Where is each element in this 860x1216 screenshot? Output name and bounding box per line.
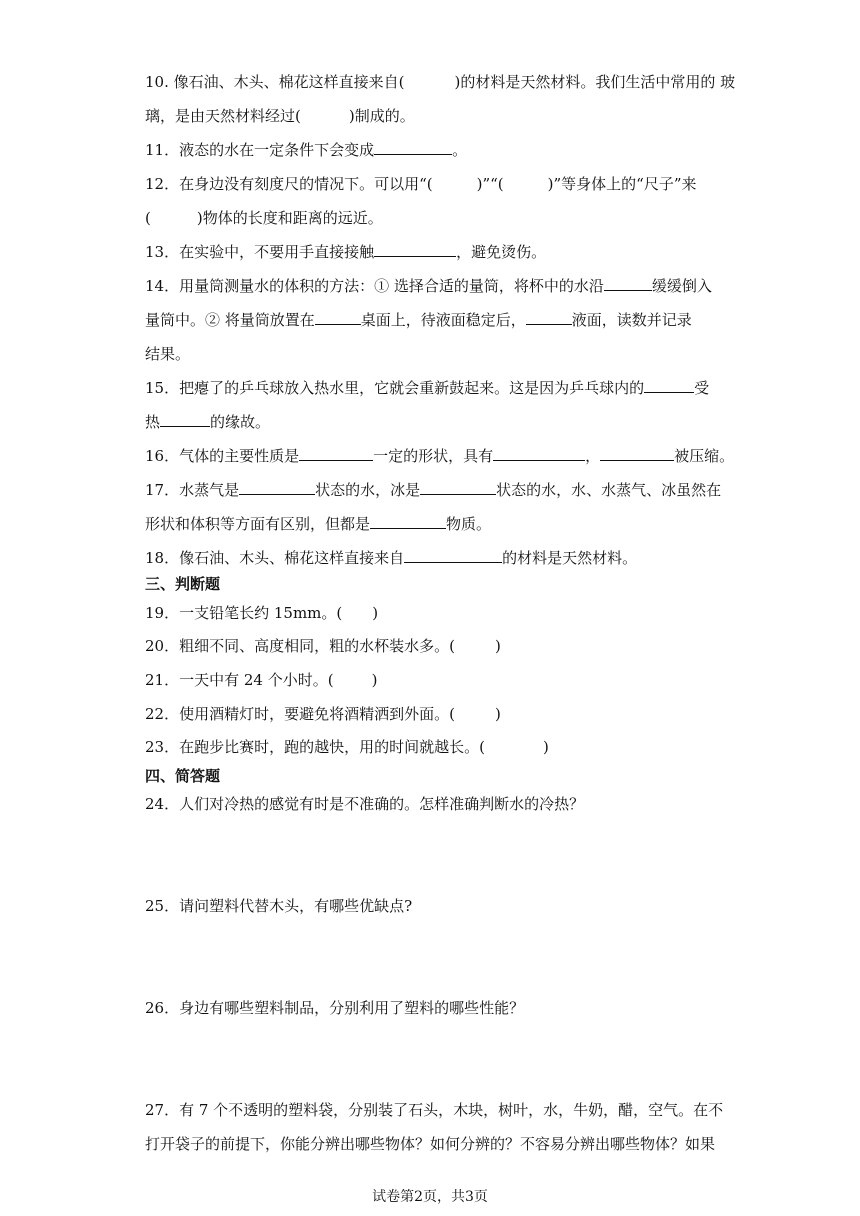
question-10-line-1 [145,72,735,92]
q16-blank-3 [600,446,674,461]
q22-text-a: 22．使用酒精灯时，要避免将酒精洒到外面。( [145,705,455,723]
q16-text-c: ， [585,447,601,465]
q20-text-b: ) [494,637,501,655]
q23-text-b: ) [542,738,549,756]
q22-text-b: ) [494,705,501,723]
question-25: 25．请问塑料代替木头，有哪些优缺点? [145,897,413,915]
q17-text-b: 状态的水，冰是 [315,481,421,499]
question-20 [145,636,501,656]
q14-text-d: 桌面上，待液面稳定后， [360,311,526,329]
q12-text-c: )”等身体上的“尺子”来 [547,175,697,193]
q19-text-b: ) [372,604,379,622]
question-17-line-1 [145,480,721,500]
q16-text-a: 16．气体的主要性质是 [145,447,300,465]
q10-text-d: )制成的。 [348,107,415,125]
q15-blank-2 [160,412,210,427]
q23-text-a: 23．在跑步比赛时，跑的越快，用的时间就越长。( [145,738,485,756]
q13-text-a: 13．在实验中，不要用手直接接触 [145,243,375,261]
question-14-line-3 [145,344,190,364]
q18-text-b: 的材料是天然材料。 [502,549,638,567]
q15-text-d: 的缘故。 [210,413,271,431]
q10-text-b: )的材料是天然材料。我们生活中常用的 玻 [454,73,736,91]
q13-text-b: ，避免烫伤。 [456,243,547,261]
question-16 [145,446,734,466]
q14-text-c: 量筒中。② 将量筒放置在 [145,311,315,329]
question-14-line-1 [145,276,712,296]
q12-text-e: )物体的长度和距离的远近。 [196,209,383,227]
q12-text-d: ( [145,209,151,227]
q11-text-b: 。 [452,141,468,159]
question-18 [145,548,637,568]
question-11 [145,140,467,160]
q14-text-e: 液面，读数并记录 [571,311,692,329]
question-12-line-1 [145,174,697,194]
q20-text-a: 20．粗细不同、高度相同，粗的水杯装水多。( [145,637,455,655]
q15-blank-1 [644,378,694,393]
q15-text-a: 15．把瘪了的乒乓球放入热水里，它就会重新鼓起来。这是因为乒乓球内的 [145,379,645,397]
q14-blank-3 [526,310,572,325]
q10-text-c: 璃，是由天然材料经过( [145,107,301,125]
q10-text-a: 10. 像石油、木头、棉花这样直接来自( [145,73,405,91]
q16-text-b: 一定的形状，具有 [373,447,494,465]
q21-text-b: ) [371,671,378,689]
q16-blank-1 [299,446,373,461]
q17-blank-1 [239,480,315,495]
q14-text-b: 缓缓倒入 [651,277,712,295]
q17-blank-2 [420,480,496,495]
q18-blank [404,548,502,563]
q17-text-e: 物质。 [446,515,492,533]
question-27-line-2: 打开袋子的前提下，你能分辨出哪些物体？如何分辨的？不容易分辨出哪些物体？如果 [145,1135,716,1153]
q17-text-a: 17．水蒸气是 [145,481,240,499]
q11-blank [374,140,452,155]
question-12-line-2 [145,208,383,228]
q12-text-b: )”“( [476,175,504,193]
q17-text-c: 状态的水，水、水蒸气、冰虽然在 [496,481,722,499]
question-10-line-2 [145,106,415,126]
question-14-line-2 [145,310,692,330]
question-17-line-2 [145,514,491,534]
q14-blank-1 [604,276,652,291]
question-21 [145,670,377,690]
question-15-line-1 [145,378,709,398]
question-23 [145,737,549,757]
q11-text-a: 11．液态的水在一定条件下会变成 [145,141,375,159]
q21-text-a: 21．一天中有 24 个小时。( [145,671,334,689]
question-13 [145,242,546,262]
q13-blank [374,242,456,257]
q16-blank-2 [493,446,585,461]
question-19 [145,603,378,623]
page-footer: 试卷第2页，共3页 [372,1189,488,1205]
q15-text-c: 热 [145,413,161,431]
q16-text-d: 被压缩。 [674,447,735,465]
section-heading-judgement: 三、判断题 [145,575,221,593]
q17-blank-3 [370,514,446,529]
q18-text-a: 18．像石油、木头、棉花这样直接来自 [145,549,405,567]
q14-text-a: 14．用量筒测量水的体积的方法：① 选择合适的量筒，将杯中的水沿 [145,277,604,295]
q12-text-a: 12．在身边没有刻度尺的情况下。可以用“( [145,175,433,193]
question-22 [145,704,501,724]
question-27-line-1: 27．有 7 个不透明的塑料袋，分别装了石头，木块，树叶，水，牛奶，醋，空气。在不 [145,1101,724,1119]
question-24: 24．人们对冷热的感觉有时是不准确的。怎样准确判断水的冷热？ [145,795,585,813]
question-26: 26．身边有哪些塑料制品，分别利用了塑料的哪些性能？ [145,999,525,1017]
q14-blank-2 [315,310,361,325]
q15-text-b: 受 [694,379,710,397]
question-15-line-2 [145,412,270,432]
section-heading-short-answer: 四、简答题 [145,767,221,785]
q14-text-f: 结果。 [145,345,191,363]
q17-text-d: 形状和体积等方面有区别，但都是 [145,515,371,533]
q19-text-a: 19．一支铅笔长约 15mm。( [145,604,343,622]
